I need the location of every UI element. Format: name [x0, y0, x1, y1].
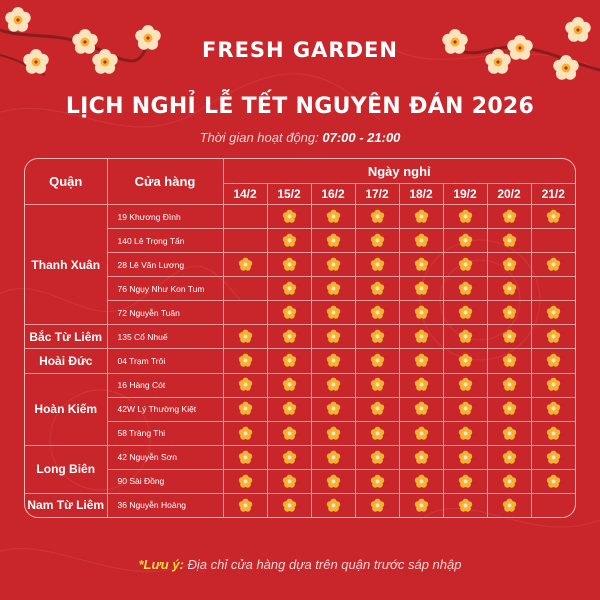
open-day-cell: [531, 277, 575, 301]
day-off-cell: [531, 253, 575, 277]
plum-blossom-icon: [414, 305, 429, 320]
date-header: 19/2: [443, 184, 487, 205]
operating-hours: [0, 130, 600, 145]
day-off-cell: [399, 493, 443, 517]
day-off-cell: [355, 277, 399, 301]
plum-blossom-icon: [238, 474, 253, 489]
date-header: 20/2: [487, 184, 531, 205]
table-row: [25, 205, 575, 229]
day-off-cell: [443, 229, 487, 253]
day-off-cell: [355, 325, 399, 349]
day-off-cell: [267, 373, 311, 397]
day-off-cell: [311, 469, 355, 493]
day-off-cell: [531, 445, 575, 469]
plum-blossom-icon: [282, 450, 297, 465]
day-off-cell: [487, 493, 531, 517]
day-off-cell: [355, 469, 399, 493]
plum-blossom-icon: [370, 233, 385, 248]
plum-blossom-icon: [370, 450, 385, 465]
day-off-cell: [531, 349, 575, 373]
district-name: Long Biên: [25, 445, 107, 493]
plum-blossom-icon: [326, 281, 341, 296]
plum-blossom-icon: [546, 474, 561, 489]
date-header: 17/2: [355, 184, 399, 205]
day-off-cell: [355, 493, 399, 517]
day-off-cell: [399, 469, 443, 493]
plum-blossom-icon: [458, 450, 473, 465]
schedule-body: [25, 205, 575, 518]
day-off-cell: [443, 397, 487, 421]
day-off-cell: [223, 253, 267, 277]
plum-blossom-icon: [282, 329, 297, 344]
open-day-cell: [223, 205, 267, 229]
plum-blossom-icon: [502, 474, 517, 489]
plum-blossom-icon: [282, 209, 297, 224]
plum-blossom-icon: [502, 498, 517, 513]
open-day-cell: [223, 229, 267, 253]
day-off-cell: [399, 301, 443, 325]
day-off-cell: [267, 205, 311, 229]
day-off-cell: [487, 277, 531, 301]
plum-blossom-icon: [370, 426, 385, 441]
plum-blossom-icon: [282, 233, 297, 248]
plum-blossom-icon: [326, 353, 341, 368]
column-header-store: Cửa hàng: [107, 159, 223, 205]
plum-blossom-icon: [414, 474, 429, 489]
day-off-cell: [311, 277, 355, 301]
plum-blossom-icon: [458, 426, 473, 441]
day-off-cell: [443, 325, 487, 349]
plum-blossom-icon: [546, 450, 561, 465]
day-off-cell: [267, 445, 311, 469]
district-name: Nam Từ Liêm: [25, 493, 107, 517]
plum-blossom-icon: [326, 426, 341, 441]
plum-blossom-icon: [414, 233, 429, 248]
plum-blossom-icon: [414, 329, 429, 344]
plum-blossom-icon: [282, 353, 297, 368]
date-header: 18/2: [399, 184, 443, 205]
day-off-cell: [443, 205, 487, 229]
day-off-cell: [355, 373, 399, 397]
plum-blossom-icon: [546, 257, 561, 272]
plum-blossom-icon: [502, 426, 517, 441]
day-off-cell: [487, 349, 531, 373]
plum-blossom-icon: [458, 353, 473, 368]
day-off-cell: [487, 469, 531, 493]
plum-blossom-icon: [502, 401, 517, 416]
day-off-cell: [443, 373, 487, 397]
plum-blossom-icon: [458, 209, 473, 224]
day-off-cell: [223, 349, 267, 373]
store-name: 36 Nguyễn Hoàng: [107, 493, 223, 517]
store-name: 19 Khương Đình: [107, 205, 223, 229]
plum-blossom-icon: [5, 7, 30, 32]
district-name: Thanh Xuân: [25, 205, 107, 325]
plum-blossom-icon: [502, 281, 517, 296]
day-off-cell: [487, 325, 531, 349]
day-off-cell: [311, 445, 355, 469]
footnote-text: Địa chỉ cửa hàng dựa trên quận trước sáp nhập: [183, 557, 462, 572]
day-off-cell: [443, 277, 487, 301]
day-off-cell: [487, 445, 531, 469]
day-off-cell: [355, 421, 399, 445]
table-row: [25, 325, 575, 349]
day-off-cell: [311, 493, 355, 517]
plum-blossom-icon: [326, 401, 341, 416]
day-off-cell: [399, 421, 443, 445]
day-off-cell: [487, 373, 531, 397]
day-off-cell: [223, 493, 267, 517]
plum-blossom-icon: [370, 498, 385, 513]
day-off-cell: [531, 205, 575, 229]
district-name: Hoài Đức: [25, 349, 107, 373]
plum-blossom-icon: [238, 257, 253, 272]
day-off-cell: [399, 229, 443, 253]
day-off-cell: [355, 349, 399, 373]
column-header-district: Quận: [25, 159, 107, 205]
day-off-cell: [311, 325, 355, 349]
plum-blossom-icon: [414, 450, 429, 465]
store-name: 42W Lý Thường Kiệt: [107, 397, 223, 421]
day-off-cell: [223, 325, 267, 349]
day-off-cell: [531, 397, 575, 421]
day-off-cell: [399, 205, 443, 229]
day-off-cell: [399, 397, 443, 421]
plum-blossom-icon: [414, 401, 429, 416]
operating-hours-label: Thời gian hoạt động:: [199, 130, 323, 145]
day-off-cell: [267, 349, 311, 373]
store-name: 42 Nguyễn Sơn: [107, 445, 223, 469]
table-row: [25, 349, 575, 373]
plum-blossom-icon: [414, 281, 429, 296]
operating-hours-value: 07:00 - 21:00: [322, 130, 401, 145]
plum-blossom-icon: [326, 377, 341, 392]
plum-blossom-icon: [238, 450, 253, 465]
plum-blossom-icon: [326, 329, 341, 344]
day-off-cell: [311, 205, 355, 229]
date-header: 21/2: [531, 184, 575, 205]
plum-blossom-icon: [370, 305, 385, 320]
open-day-cell: [531, 229, 575, 253]
table-row: [25, 253, 575, 277]
day-off-cell: [223, 421, 267, 445]
plum-blossom-icon: [326, 209, 341, 224]
plum-blossom-icon: [414, 426, 429, 441]
brand-logo: FRESH GARDEN: [202, 38, 398, 62]
day-off-cell: [311, 397, 355, 421]
store-name: 28 Lê Văn Lương: [107, 253, 223, 277]
table-row: [25, 493, 575, 517]
open-day-cell: [223, 301, 267, 325]
day-off-cell: [443, 349, 487, 373]
day-off-cell: [443, 421, 487, 445]
table-row: [25, 229, 575, 253]
day-off-cell: [399, 277, 443, 301]
day-off-cell: [531, 421, 575, 445]
district-name: Bắc Từ Liêm: [25, 325, 107, 349]
plum-blossom-icon: [282, 305, 297, 320]
day-off-cell: [267, 229, 311, 253]
store-name: 04 Trạm Trôi: [107, 349, 223, 373]
plum-blossom-icon: [502, 209, 517, 224]
day-off-cell: [311, 421, 355, 445]
plum-blossom-icon: [458, 257, 473, 272]
plum-blossom-icon: [282, 377, 297, 392]
day-off-cell: [311, 301, 355, 325]
plum-blossom-icon: [370, 329, 385, 344]
day-off-cell: [399, 445, 443, 469]
open-day-cell: [531, 493, 575, 517]
plum-blossom-icon: [502, 353, 517, 368]
footnote-label: *Lưu ý:: [138, 557, 184, 572]
plum-blossom-icon: [502, 450, 517, 465]
plum-blossom-icon: [546, 209, 561, 224]
day-off-cell: [443, 493, 487, 517]
plum-blossom-icon: [458, 329, 473, 344]
date-header: 15/2: [267, 184, 311, 205]
table-row: [25, 421, 575, 445]
day-off-cell: [487, 421, 531, 445]
plum-blossom-icon: [238, 498, 253, 513]
store-name: 16 Hàng Cót: [107, 373, 223, 397]
plum-blossom-icon: [502, 257, 517, 272]
plum-blossom-icon: [282, 498, 297, 513]
store-name: 135 Cổ Nhuế: [107, 325, 223, 349]
store-name: 76 Ngụy Như Kon Tum: [107, 277, 223, 301]
plum-blossom-icon: [238, 377, 253, 392]
day-off-cell: [443, 253, 487, 277]
day-off-cell: [487, 253, 531, 277]
day-off-cell: [267, 493, 311, 517]
plum-blossom-icon: [502, 377, 517, 392]
plum-blossom-icon: [370, 209, 385, 224]
plum-blossom-icon: [326, 233, 341, 248]
plum-blossom-icon: [282, 281, 297, 296]
plum-blossom-icon: [326, 450, 341, 465]
plum-blossom-icon: [458, 377, 473, 392]
day-off-cell: [487, 205, 531, 229]
day-off-cell: [399, 325, 443, 349]
plum-blossom-icon: [546, 353, 561, 368]
holiday-schedule-table: [24, 158, 576, 518]
day-off-cell: [443, 469, 487, 493]
plum-blossom-icon: [546, 401, 561, 416]
day-off-cell: [355, 301, 399, 325]
date-header: 14/2: [223, 184, 267, 205]
day-off-cell: [355, 397, 399, 421]
plum-blossom-icon: [458, 281, 473, 296]
day-off-cell: [487, 397, 531, 421]
plum-blossom-icon: [502, 233, 517, 248]
day-off-cell: [223, 469, 267, 493]
day-off-cell: [487, 301, 531, 325]
plum-blossom-icon: [282, 426, 297, 441]
day-off-cell: [223, 445, 267, 469]
district-name: Hoàn Kiếm: [25, 373, 107, 445]
day-off-cell: [311, 229, 355, 253]
day-off-cell: [443, 301, 487, 325]
table-row: [25, 373, 575, 397]
store-name: 58 Tràng Thi: [107, 421, 223, 445]
store-name: 72 Nguyễn Tuân: [107, 301, 223, 325]
plum-blossom-icon: [546, 426, 561, 441]
table-row: [25, 445, 575, 469]
day-off-cell: [487, 229, 531, 253]
table-row: [25, 301, 575, 325]
day-off-cell: [443, 445, 487, 469]
plum-blossom-icon: [458, 305, 473, 320]
plum-blossom-icon: [414, 353, 429, 368]
plum-blossom-icon: [458, 498, 473, 513]
plum-blossom-icon: [414, 377, 429, 392]
plum-blossom-icon: [326, 498, 341, 513]
day-off-cell: [223, 397, 267, 421]
day-off-cell: [399, 373, 443, 397]
day-off-cell: [355, 253, 399, 277]
day-off-cell: [267, 325, 311, 349]
plum-blossom-icon: [414, 257, 429, 272]
plum-blossom-icon: [326, 257, 341, 272]
day-off-cell: [531, 469, 575, 493]
day-off-cell: [311, 373, 355, 397]
page-title: LỊCH NGHỈ LỄ TẾT NGUYÊN ĐÁN 2026: [65, 94, 535, 119]
day-off-cell: [355, 229, 399, 253]
plum-blossom-icon: [370, 257, 385, 272]
column-header-days-off: Ngày nghỉ: [223, 159, 575, 184]
plum-blossom-icon: [458, 233, 473, 248]
day-off-cell: [531, 325, 575, 349]
day-off-cell: [399, 349, 443, 373]
plum-blossom-icon: [546, 377, 561, 392]
plum-blossom-icon: [238, 329, 253, 344]
day-off-cell: [267, 421, 311, 445]
plum-blossom-icon: [282, 257, 297, 272]
plum-blossom-icon: [370, 377, 385, 392]
day-off-cell: [223, 373, 267, 397]
plum-blossom-icon: [414, 498, 429, 513]
day-off-cell: [311, 349, 355, 373]
plum-blossom-icon: [502, 329, 517, 344]
day-off-cell: [311, 253, 355, 277]
plum-blossom-icon: [238, 401, 253, 416]
plum-blossom-icon: [414, 209, 429, 224]
open-day-cell: [223, 277, 267, 301]
date-header: 16/2: [311, 184, 355, 205]
store-name: 90 Sài Đồng: [107, 469, 223, 493]
plum-blossom-icon: [238, 426, 253, 441]
table-row: [25, 469, 575, 493]
day-off-cell: [267, 301, 311, 325]
plum-blossom-icon: [282, 401, 297, 416]
day-off-cell: [267, 469, 311, 493]
plum-blossom-icon: [326, 305, 341, 320]
day-off-cell: [531, 373, 575, 397]
footnote: [0, 557, 600, 572]
table-row: [25, 397, 575, 421]
plum-blossom-icon: [282, 474, 297, 489]
plum-blossom-icon: [238, 353, 253, 368]
plum-blossom-icon: [370, 353, 385, 368]
day-off-cell: [355, 205, 399, 229]
plum-blossom-icon: [458, 401, 473, 416]
plum-blossom-icon: [502, 305, 517, 320]
day-off-cell: [267, 397, 311, 421]
table-row: [25, 277, 575, 301]
store-name: 140 Lê Trọng Tấn: [107, 229, 223, 253]
day-off-cell: [267, 253, 311, 277]
plum-blossom-icon: [370, 281, 385, 296]
day-off-cell: [267, 277, 311, 301]
plum-blossom-icon: [370, 474, 385, 489]
plum-blossom-icon: [326, 474, 341, 489]
plum-blossom-icon: [370, 401, 385, 416]
plum-blossom-icon: [546, 329, 561, 344]
plum-blossom-icon: [458, 474, 473, 489]
day-off-cell: [399, 253, 443, 277]
day-off-cell: [531, 301, 575, 325]
plum-blossom-icon: [546, 305, 561, 320]
day-off-cell: [355, 445, 399, 469]
